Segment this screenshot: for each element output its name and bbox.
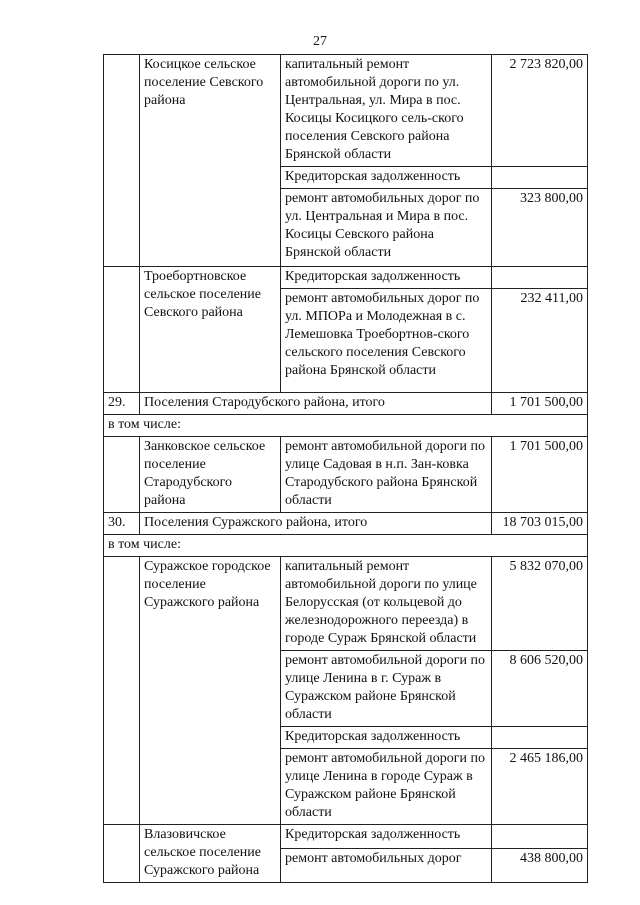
settlement-cell: Косицкое сельское поселение Севского района	[140, 55, 281, 267]
table-row	[104, 393, 588, 415]
purpose-cell: ремонт автомобильной дороги по улице Ленина в городе Сураж в Суражском районе Брянской области	[281, 749, 492, 825]
page-number: 27	[313, 34, 327, 49]
number-cell: 30.	[104, 513, 140, 535]
table-row	[104, 437, 588, 513]
purpose-cell: Кредиторская задолженность	[281, 727, 492, 749]
table-row	[104, 267, 588, 289]
table-row	[104, 55, 588, 167]
purpose-cell: Кредиторская задолженность	[281, 167, 492, 189]
amount-cell: 1 701 500,00	[492, 393, 588, 415]
amount-cell: 438 800,00	[492, 848, 588, 882]
table-row	[104, 535, 588, 557]
district-total-label: Поселения Суражского района, итого	[140, 513, 492, 535]
table-row	[104, 825, 588, 849]
amount-cell	[492, 267, 588, 289]
amount-cell: 18 703 015,00	[492, 513, 588, 535]
amount-cell	[492, 825, 588, 849]
amount-cell	[492, 727, 588, 749]
purpose-cell: Кредиторская задолженность	[281, 267, 492, 289]
amount-cell: 2 465 186,00	[492, 749, 588, 825]
number-cell	[104, 557, 140, 825]
amount-cell: 323 800,00	[492, 189, 588, 267]
number-cell	[104, 267, 140, 393]
number-cell: 29.	[104, 393, 140, 415]
table-row	[104, 415, 588, 437]
number-cell	[104, 437, 140, 513]
settlement-cell: Влазовичское сельское поселение Суражского района	[140, 825, 281, 883]
amount-cell: 8 606 520,00	[492, 651, 588, 727]
purpose-cell: ремонт автомобильной дороги по улице Ленина в г. Сураж в Суражском районе Брянской области	[281, 651, 492, 727]
amount-cell: 232 411,00	[492, 289, 588, 393]
subtotal-label: в том числе:	[104, 415, 588, 437]
road-funding-table	[103, 54, 588, 883]
amount-cell: 5 832 070,00	[492, 557, 588, 651]
amount-cell	[492, 167, 588, 189]
purpose-cell: ремонт автомобильных дорог по ул. МПОРа и Молодежная в с. Лемешовка Троебортнов-ского сельского поселения Севского района Брянской области	[281, 289, 492, 393]
purpose-cell: капитальный ремонт автомобильной дороги по ул. Центральная, ул. Мира в пос. Косицы Косицкого сель-ского поселения Севского района Брянской области	[281, 55, 492, 167]
purpose-cell: капитальный ремонт автомобильной дороги по улице Белорусская (от кольцевой до железнодорожного переезда) в городе Сураж Брянской области	[281, 557, 492, 651]
settlement-cell: Суражское городское поселение Суражского района	[140, 557, 281, 825]
purpose-cell: ремонт автомобильных дорог	[281, 848, 492, 882]
table-row	[104, 513, 588, 535]
settlement-cell: Троебортновское сельское поселение Севского района	[140, 267, 281, 393]
settlement-cell: Занковское сельское поселение Стародубского района	[140, 437, 281, 513]
subtotal-label: в том числе:	[104, 535, 588, 557]
amount-cell: 2 723 820,00	[492, 55, 588, 167]
district-total-label: Поселения Стародубского района, итого	[140, 393, 492, 415]
table-row	[104, 557, 588, 651]
amount-cell: 1 701 500,00	[492, 437, 588, 513]
purpose-cell: Кредиторская задолженность	[281, 825, 492, 849]
purpose-cell: ремонт автомобильной дороги по улице Садовая в н.п. Зан-ковка Стародубского района Брянской области	[281, 437, 492, 513]
number-cell	[104, 825, 140, 883]
purpose-cell: ремонт автомобильных дорог по ул. Центральная и Мира в пос. Косицы Севского района Брянской области	[281, 189, 492, 267]
number-cell	[104, 55, 140, 267]
